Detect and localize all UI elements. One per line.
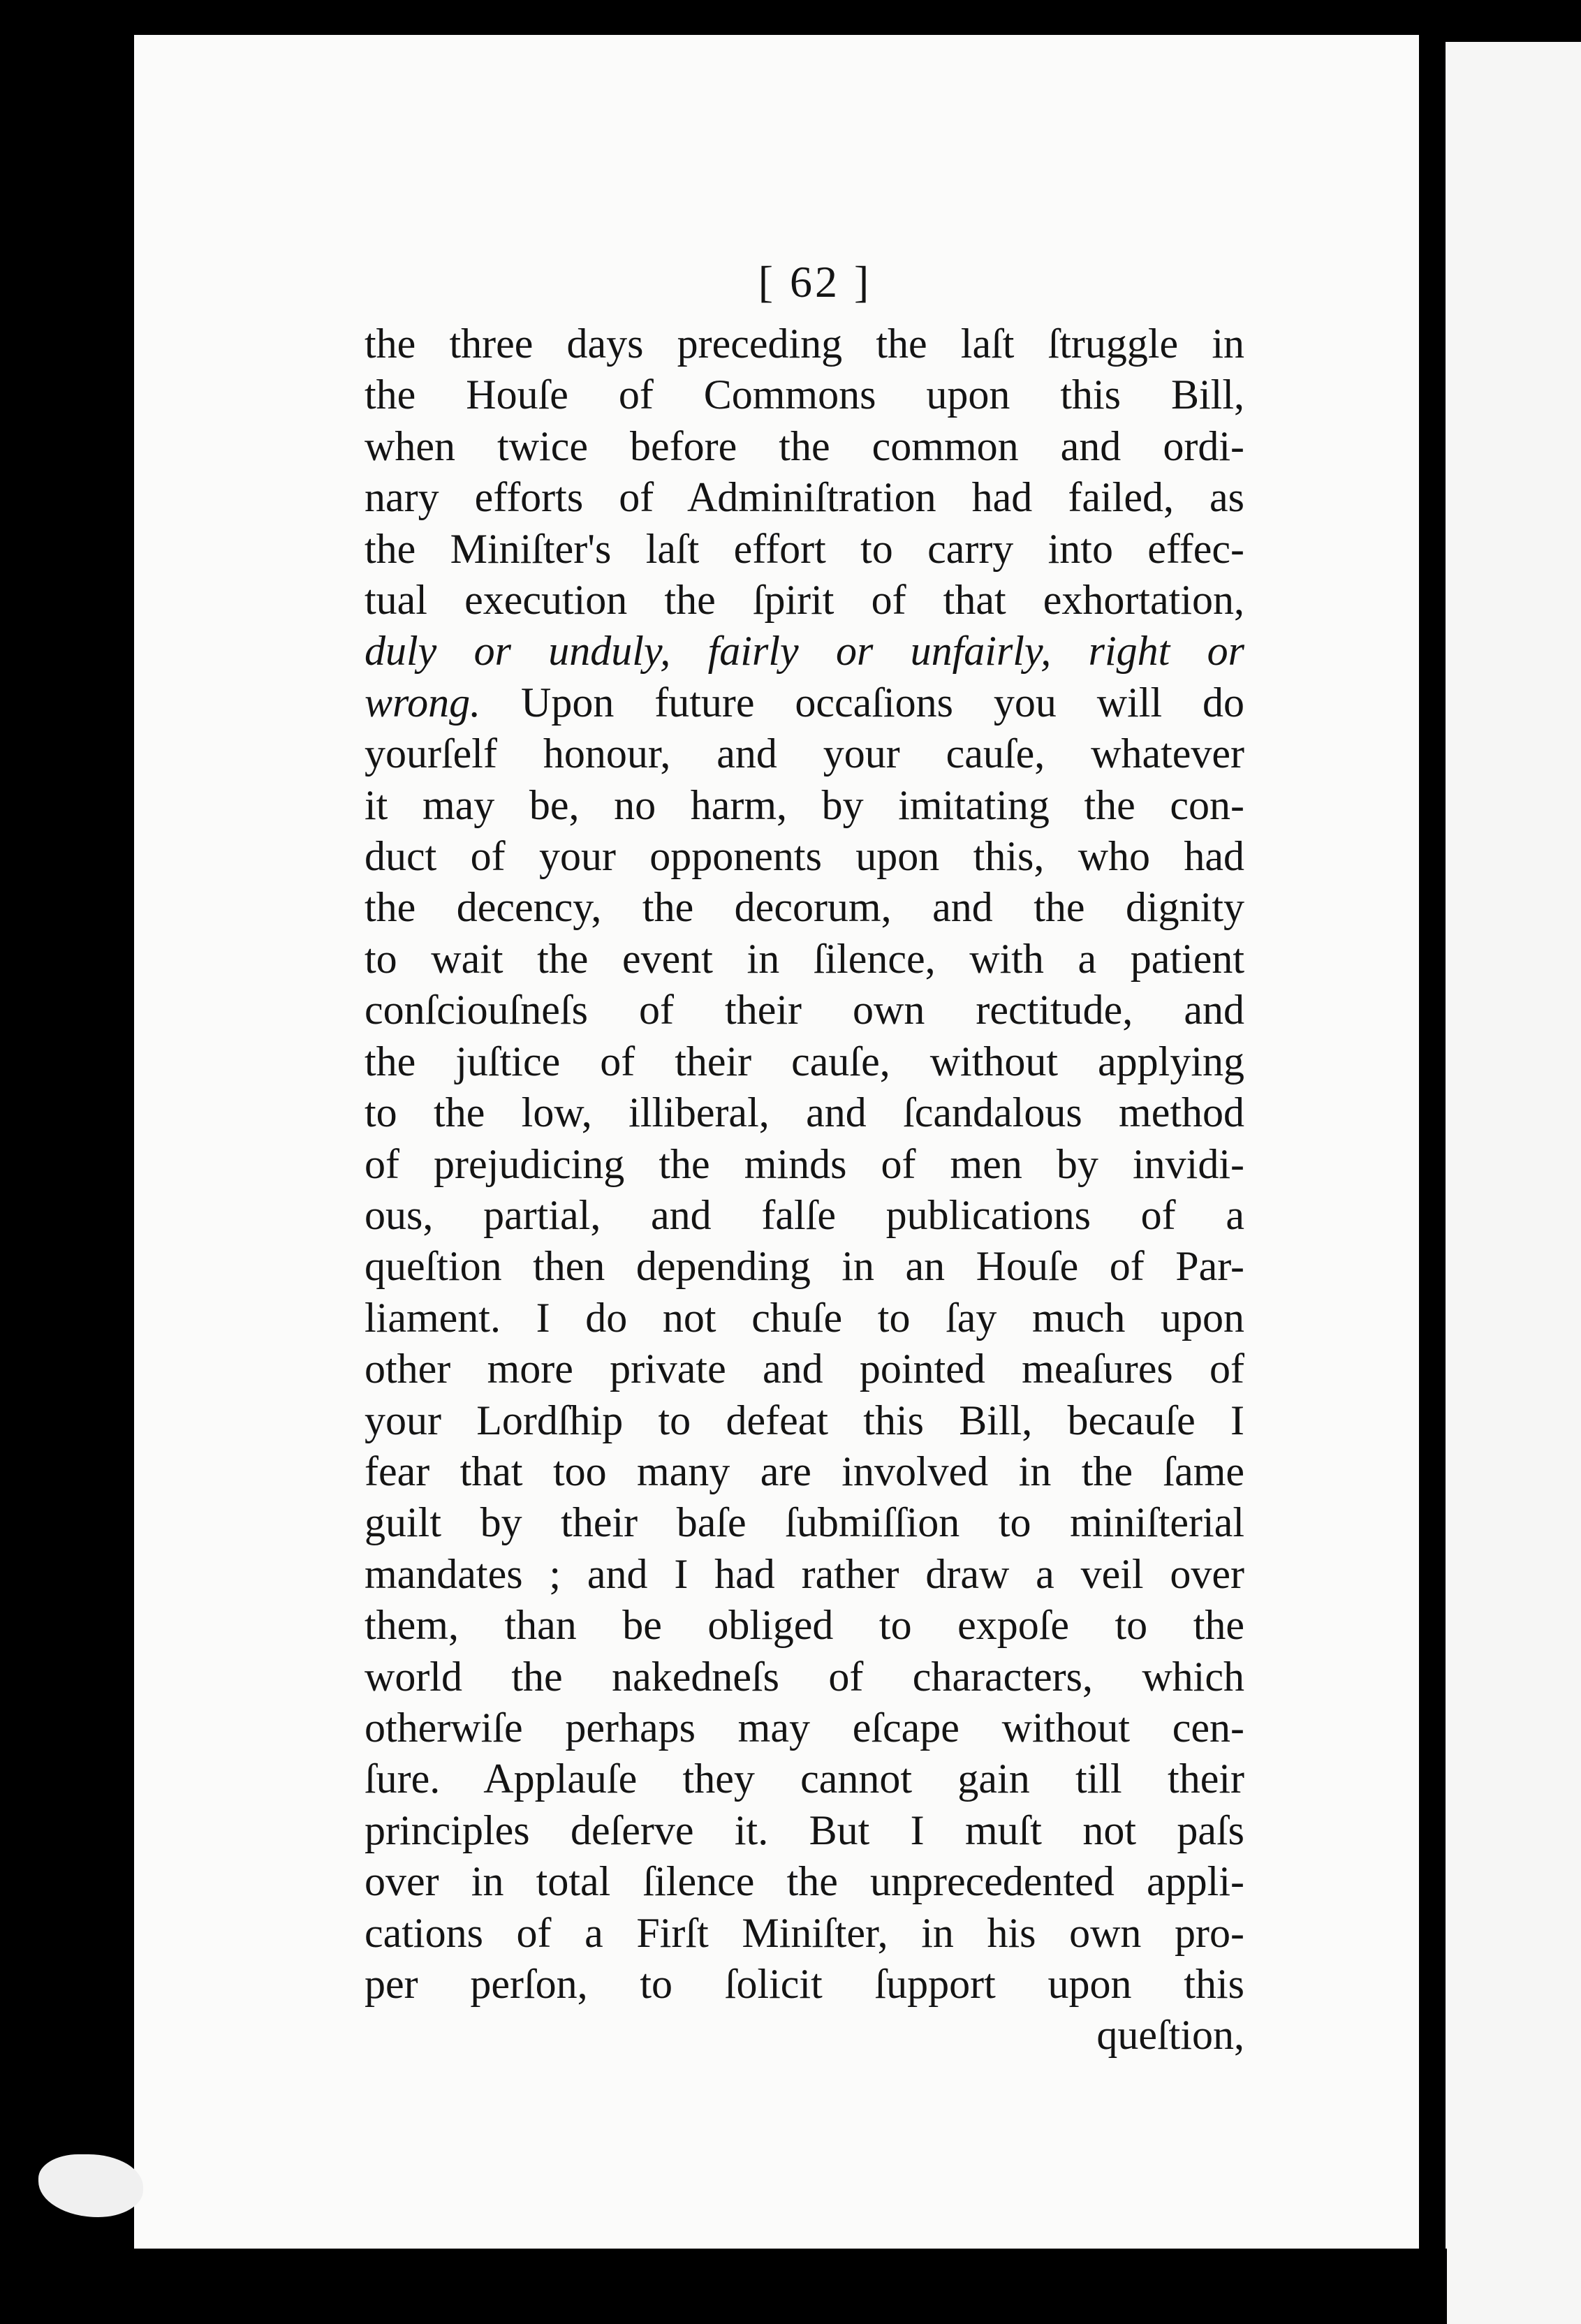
text-line: nary efforts of Adminiſtration had failed, as: [365, 474, 1244, 521]
text-line: tual execution the ſpirit of that exhortation,: [365, 577, 1244, 624]
text-line: fear that too many are involved in the ſame: [365, 1448, 1244, 1494]
text-line: world the nakedneſs of characters, which: [365, 1653, 1244, 1700]
text-line: the juſtice of their cauſe, without applying: [365, 1038, 1244, 1084]
text-line: the Miniſter's laſt effort to carry into effec-: [365, 525, 1244, 572]
page-number: [ 62 ]: [758, 257, 872, 307]
text-line: queſtion then depending in an Houſe of Par-: [365, 1243, 1244, 1290]
text-line: to wait the event in ſilence, with a patient: [365, 935, 1244, 982]
text-line-mixed: [365, 677, 1244, 728]
text-line: it may be, no harm, by imitating the con-: [365, 781, 1244, 828]
text-line: of prejudicing the minds of men by invidi-: [365, 1140, 1244, 1187]
facing-page-edge: [1446, 42, 1581, 2324]
text-line: per perſon, to ſolicit ſupport upon this: [365, 1961, 1244, 2007]
text-line: ous, partial, and falſe publications of a: [365, 1191, 1244, 1238]
text-line: otherwiſe perhaps may eſcape without cen-: [365, 1704, 1244, 1751]
text-line: other more private and pointed meaſures of: [365, 1346, 1244, 1392]
text-line: the Houſe of Commons upon this Bill,: [365, 372, 1244, 418]
text-line-italic: [365, 626, 1244, 677]
text-line: yourſelf honour, and your cauſe, whatever: [365, 730, 1244, 777]
text-line: duct of your opponents upon this, who had: [365, 833, 1244, 880]
text-line: mandates ; and I had rather draw a veil over: [365, 1550, 1244, 1597]
paper-tear: [38, 2154, 143, 2217]
text-line: conſciouſneſs of their own rectitude, and: [365, 987, 1244, 1034]
text-line: liament. I do not chuſe to ſay much upon: [365, 1294, 1244, 1341]
text-line: guilt by their baſe ſubmiſſion to miniſterial: [365, 1499, 1244, 1546]
text-line: the three days preceding the laſt ſtruggle in: [365, 321, 1244, 367]
text-line: principles deſerve it. But I muſt not paſs: [365, 1807, 1244, 1853]
body-text: [365, 257, 1244, 2061]
text-line: over in total ſilence the unprecedented appli-: [365, 1858, 1244, 1905]
text-line: to the low, illiberal, and ſcandalous method: [365, 1089, 1244, 1136]
text-line: cations of a Firſt Miniſter, in his own pro-: [365, 1909, 1244, 1956]
text-line: the decency, the decorum, and the dignity: [365, 884, 1244, 931]
page-bottom-shadow: [134, 2249, 1447, 2324]
text-line: when twice before the common and ordi-: [365, 422, 1244, 469]
text-line: ſure. Applauſe they cannot gain till their: [365, 1756, 1244, 1802]
italic-phrase: duly or unduly, fairly or unfairly, right or: [365, 628, 1244, 675]
text-line: your Lordſhip to defeat this Bill, becauſe I: [365, 1397, 1244, 1443]
italic-word: wrong.: [365, 679, 481, 726]
text-line: them, than be obliged to expoſe to the: [365, 1602, 1244, 1649]
catchword: queſtion,: [1096, 2012, 1244, 2059]
roman-text: Upon future occaſions you will do: [480, 679, 1244, 726]
